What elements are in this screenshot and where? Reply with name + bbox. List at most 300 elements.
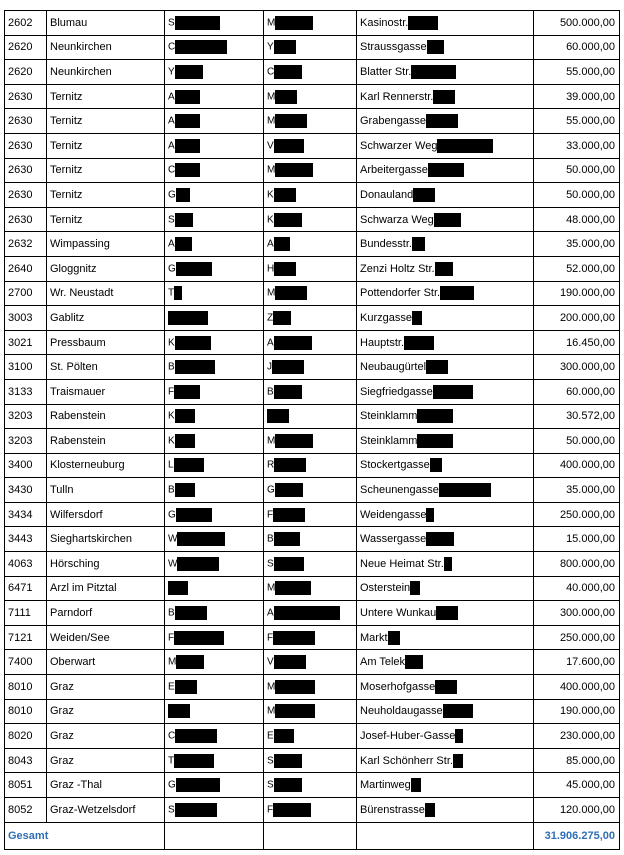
redaction-bar bbox=[434, 213, 461, 227]
redaction-bar bbox=[274, 139, 304, 153]
surname-cell-initial: T bbox=[168, 287, 175, 299]
redaction-bar bbox=[408, 16, 438, 30]
firstname-cell-initial: F bbox=[267, 632, 274, 644]
surname-cell bbox=[165, 601, 264, 626]
city-cell-text: Gloggnitz bbox=[50, 262, 97, 275]
city-cell bbox=[47, 675, 165, 700]
amount-cell bbox=[534, 379, 620, 404]
firstname-cell-initial: S bbox=[267, 755, 274, 767]
surname-cell bbox=[165, 379, 264, 404]
redaction-bar bbox=[175, 360, 215, 374]
redaction-bar bbox=[175, 729, 217, 743]
redaction-bar bbox=[443, 704, 473, 718]
redaction-bar bbox=[426, 114, 458, 128]
redaction-bar bbox=[404, 336, 434, 350]
redaction-bar bbox=[275, 581, 311, 595]
surname-cell-initial: A bbox=[168, 115, 175, 127]
surname-cell-initial: K bbox=[168, 410, 175, 422]
postal-code-cell bbox=[5, 11, 47, 36]
surname-cell bbox=[165, 256, 264, 281]
firstname-cell bbox=[264, 158, 357, 183]
redaction-bar bbox=[175, 139, 200, 153]
city-cell bbox=[47, 109, 165, 134]
postal-code-cell-text: 2632 bbox=[8, 238, 33, 251]
postal-code-cell-text: 8020 bbox=[8, 730, 33, 743]
surname-cell-initial: E bbox=[168, 681, 175, 693]
firstname-cell bbox=[264, 379, 357, 404]
surname-cell bbox=[165, 650, 264, 675]
amount-cell bbox=[534, 35, 620, 60]
redaction-bar bbox=[177, 532, 225, 546]
firstname-cell bbox=[264, 133, 357, 158]
street-cell-text: Arbeitergasse bbox=[360, 164, 428, 177]
surname-cell-initial: A bbox=[168, 238, 175, 250]
firstname-cell bbox=[264, 281, 357, 306]
postal-code-cell-text: 7111 bbox=[8, 607, 31, 620]
surname-cell bbox=[165, 429, 264, 454]
street-cell-text: Straussgasse bbox=[360, 41, 427, 54]
redaction-bar bbox=[274, 532, 300, 546]
street-cell-text: Moserhofgasse bbox=[360, 680, 436, 693]
table-row bbox=[5, 453, 620, 478]
redaction-bar bbox=[433, 385, 473, 399]
postal-code-cell-text: 2630 bbox=[8, 164, 33, 177]
redaction-bar bbox=[175, 90, 200, 104]
surname-cell-initial: B bbox=[168, 361, 175, 373]
postal-code-cell bbox=[5, 133, 47, 158]
surname-cell-initial: W bbox=[168, 533, 178, 545]
amount-cell bbox=[534, 84, 620, 109]
amount-cell-text: 40.000,00 bbox=[566, 582, 615, 595]
city-cell-text: Klosterneuburg bbox=[50, 459, 125, 472]
amount-cell bbox=[534, 675, 620, 700]
redaction-bar bbox=[267, 409, 289, 423]
amount-cell bbox=[534, 502, 620, 527]
amount-cell bbox=[534, 158, 620, 183]
table-row bbox=[5, 650, 620, 675]
city-cell bbox=[47, 773, 165, 798]
redaction-bar bbox=[176, 188, 190, 202]
street-cell bbox=[357, 675, 534, 700]
postal-code-cell bbox=[5, 724, 47, 749]
surname-cell-initial: C bbox=[168, 41, 176, 53]
city-cell bbox=[47, 748, 165, 773]
redaction-bar bbox=[439, 483, 491, 497]
amount-cell bbox=[534, 650, 620, 675]
table-row bbox=[5, 330, 620, 355]
surname-cell-initial: G bbox=[168, 779, 176, 791]
street-cell bbox=[357, 453, 534, 478]
redaction-bar bbox=[455, 729, 463, 743]
redaction-bar bbox=[427, 40, 444, 54]
amount-cell-text: 17.600,00 bbox=[566, 656, 615, 669]
city-cell bbox=[47, 478, 165, 503]
street-cell-text: Wassergasse bbox=[360, 533, 427, 546]
surname-cell bbox=[165, 576, 264, 601]
surname-cell-initial: B bbox=[168, 607, 175, 619]
surname-cell bbox=[165, 35, 264, 60]
city-cell-text: Tulln bbox=[50, 484, 74, 497]
redaction-bar bbox=[175, 16, 220, 30]
amount-cell bbox=[534, 478, 620, 503]
firstname-cell bbox=[264, 453, 357, 478]
street-cell-text: Karl Schönherr Str. bbox=[360, 754, 453, 767]
postal-code-cell bbox=[5, 84, 47, 109]
amount-cell bbox=[534, 330, 620, 355]
amount-cell bbox=[534, 527, 620, 552]
redaction-bar bbox=[274, 778, 302, 792]
city-cell bbox=[47, 232, 165, 257]
city-cell-text: Ternitz bbox=[50, 164, 83, 177]
amount-cell-text: 250.000,00 bbox=[559, 508, 615, 521]
street-cell bbox=[357, 330, 534, 355]
redaction-bar bbox=[275, 163, 313, 177]
surname-cell-initial: C bbox=[168, 730, 176, 742]
total-label: Gesamt bbox=[5, 822, 165, 849]
redaction-bar bbox=[168, 581, 188, 595]
postal-code-cell-text: 3434 bbox=[8, 508, 33, 521]
street-cell-text: Kasinostr. bbox=[360, 16, 409, 29]
redaction-bar bbox=[176, 508, 212, 522]
city-cell bbox=[47, 625, 165, 650]
surname-cell bbox=[165, 207, 264, 232]
postal-code-cell bbox=[5, 379, 47, 404]
amount-cell-text: 190.000,00 bbox=[559, 287, 615, 300]
street-cell-text: Martinweg bbox=[360, 779, 411, 792]
redaction-bar bbox=[430, 458, 442, 472]
firstname-cell bbox=[264, 207, 357, 232]
postal-code-cell-text: 2620 bbox=[8, 65, 33, 78]
postal-code-cell-text: 2630 bbox=[8, 139, 33, 152]
city-cell-text: Gablitz bbox=[50, 311, 85, 324]
street-cell bbox=[357, 429, 534, 454]
firstname-cell-initial: A bbox=[267, 337, 274, 349]
postal-code-cell bbox=[5, 330, 47, 355]
redaction-bar bbox=[174, 631, 224, 645]
table-row bbox=[5, 798, 620, 823]
postal-code-cell bbox=[5, 576, 47, 601]
postal-code-cell bbox=[5, 306, 47, 331]
firstname-cell-initial: Y bbox=[267, 41, 274, 53]
surname-cell-initial: B bbox=[168, 484, 175, 496]
postal-code-cell-text: 3100 bbox=[8, 361, 33, 374]
redaction-bar bbox=[175, 336, 211, 350]
city-cell bbox=[47, 207, 165, 232]
city-cell bbox=[47, 650, 165, 675]
surname-cell-initial: K bbox=[168, 337, 175, 349]
redaction-bar bbox=[274, 385, 302, 399]
city-cell bbox=[47, 281, 165, 306]
city-cell bbox=[47, 35, 165, 60]
redaction-bar bbox=[274, 336, 312, 350]
street-cell bbox=[357, 601, 534, 626]
redaction-bar bbox=[274, 40, 296, 54]
city-cell-text: Weiden/See bbox=[50, 631, 110, 644]
street-cell-text: Osterstein bbox=[360, 582, 411, 595]
table-row bbox=[5, 773, 620, 798]
postal-code-cell bbox=[5, 109, 47, 134]
firstname-cell-initial: E bbox=[267, 730, 274, 742]
firstname-cell-initial: M bbox=[267, 435, 276, 447]
amount-cell-text: 120.000,00 bbox=[559, 803, 615, 816]
street-cell bbox=[357, 183, 534, 208]
city-cell bbox=[47, 133, 165, 158]
redaction-bar bbox=[435, 680, 457, 694]
surname-cell bbox=[165, 158, 264, 183]
redaction-bar bbox=[453, 754, 463, 768]
redaction-bar bbox=[275, 680, 315, 694]
surname-cell bbox=[165, 355, 264, 380]
table-row bbox=[5, 158, 620, 183]
table-row bbox=[5, 429, 620, 454]
surname-cell bbox=[165, 60, 264, 85]
table-row bbox=[5, 84, 620, 109]
table-row bbox=[5, 502, 620, 527]
city-cell bbox=[47, 527, 165, 552]
postal-code-cell-text: 3400 bbox=[8, 459, 33, 472]
redaction-bar bbox=[412, 237, 425, 251]
postal-code-cell bbox=[5, 429, 47, 454]
postal-code-cell bbox=[5, 773, 47, 798]
total-amount: 31.906.275,00 bbox=[534, 822, 620, 849]
surname-cell bbox=[165, 478, 264, 503]
table-row bbox=[5, 207, 620, 232]
amount-cell-text: 85.000,00 bbox=[566, 754, 615, 767]
firstname-cell-initial: J bbox=[267, 361, 272, 373]
street-cell bbox=[357, 133, 534, 158]
firstname-cell bbox=[264, 773, 357, 798]
city-cell bbox=[47, 453, 165, 478]
city-cell-text: Graz bbox=[50, 730, 74, 743]
street-cell bbox=[357, 306, 534, 331]
city-cell bbox=[47, 330, 165, 355]
redaction-bar bbox=[426, 360, 448, 374]
postal-code-cell-text: 8051 bbox=[8, 779, 33, 792]
table-row bbox=[5, 478, 620, 503]
amount-cell bbox=[534, 355, 620, 380]
amount-cell-text: 400.000,00 bbox=[559, 459, 615, 472]
postal-code-cell bbox=[5, 650, 47, 675]
amount-cell bbox=[534, 724, 620, 749]
street-cell-text: Am Telek bbox=[360, 656, 406, 669]
amount-cell bbox=[534, 552, 620, 577]
amount-cell-text: 400.000,00 bbox=[559, 680, 615, 693]
firstname-cell bbox=[264, 404, 357, 429]
table-row bbox=[5, 552, 620, 577]
amount-cell-text: 52.000,00 bbox=[566, 262, 615, 275]
amount-cell-text: 15.000,00 bbox=[566, 533, 615, 546]
firstname-cell-initial: B bbox=[267, 533, 274, 545]
table-row bbox=[5, 625, 620, 650]
table-row bbox=[5, 576, 620, 601]
city-cell-text: Sieghartskirchen bbox=[50, 533, 132, 546]
firstname-cell bbox=[264, 306, 357, 331]
city-cell-text: Traismauer bbox=[50, 385, 106, 398]
street-cell-text: Grabengasse bbox=[360, 115, 427, 128]
total-empty-cell bbox=[165, 822, 264, 849]
redaction-bar bbox=[426, 508, 434, 522]
postal-code-cell-text: 2640 bbox=[8, 262, 33, 275]
postal-code-cell-text: 2630 bbox=[8, 213, 33, 226]
redaction-bar bbox=[273, 311, 291, 325]
city-cell-text: Graz bbox=[50, 680, 74, 693]
redaction-bar bbox=[433, 90, 455, 104]
surname-cell-initial: C bbox=[168, 164, 176, 176]
table-row bbox=[5, 306, 620, 331]
amount-cell bbox=[534, 773, 620, 798]
redaction-bar bbox=[176, 778, 220, 792]
postal-code-cell bbox=[5, 158, 47, 183]
redaction-bar bbox=[273, 508, 305, 522]
surname-cell bbox=[165, 502, 264, 527]
surname-cell bbox=[165, 675, 264, 700]
city-cell-text: Ternitz bbox=[50, 90, 83, 103]
postal-code-cell-text: 2620 bbox=[8, 41, 33, 54]
amount-cell-text: 230.000,00 bbox=[559, 730, 615, 743]
postal-code-cell-text: 2602 bbox=[8, 16, 33, 29]
total-row bbox=[5, 822, 620, 849]
firstname-cell-initial: V bbox=[267, 140, 274, 152]
surname-cell-initial: K bbox=[168, 435, 175, 447]
street-cell-text: Neubaugürtel bbox=[360, 361, 427, 374]
city-cell bbox=[47, 306, 165, 331]
firstname-cell-initial: M bbox=[267, 115, 276, 127]
firstname-cell-initial: R bbox=[267, 459, 275, 471]
firstname-cell bbox=[264, 552, 357, 577]
firstname-cell bbox=[264, 699, 357, 724]
postal-code-cell-text: 3203 bbox=[8, 410, 33, 423]
street-cell-text: Zenzi Holtz Str. bbox=[360, 262, 435, 275]
city-cell bbox=[47, 724, 165, 749]
redaction-bar bbox=[275, 114, 307, 128]
table-row bbox=[5, 601, 620, 626]
surname-cell-initial: G bbox=[168, 189, 176, 201]
firstname-cell-initial: M bbox=[267, 164, 276, 176]
postal-code-cell bbox=[5, 675, 47, 700]
redaction-bar bbox=[174, 385, 200, 399]
city-cell-text: Parndorf bbox=[50, 607, 93, 620]
redaction-bar bbox=[274, 606, 340, 620]
total-empty-cell bbox=[357, 822, 534, 849]
street-cell bbox=[357, 256, 534, 281]
city-cell bbox=[47, 576, 165, 601]
postal-code-cell bbox=[5, 798, 47, 823]
postal-code-cell bbox=[5, 527, 47, 552]
street-cell-text: Scheunengasse bbox=[360, 483, 439, 496]
city-cell-text: Ternitz bbox=[50, 115, 83, 128]
amount-cell-text: 39.000,00 bbox=[566, 90, 615, 103]
table-row bbox=[5, 232, 620, 257]
amount-cell bbox=[534, 11, 620, 36]
redaction-bar bbox=[175, 40, 227, 54]
street-cell bbox=[357, 35, 534, 60]
postal-code-cell bbox=[5, 478, 47, 503]
city-cell-text: Ternitz bbox=[50, 213, 83, 226]
redaction-bar bbox=[274, 188, 296, 202]
city-cell-text: Graz-Wetzelsdorf bbox=[50, 803, 136, 816]
amount-cell-text: 50.000,00 bbox=[566, 434, 615, 447]
street-cell-text: Untere Wunkau bbox=[360, 606, 437, 619]
street-cell-text: Schwarzer Weg bbox=[360, 139, 438, 152]
street-cell-text: Hauptstr. bbox=[360, 336, 405, 349]
city-cell-text: Neunkirchen bbox=[50, 65, 112, 78]
postal-code-cell bbox=[5, 183, 47, 208]
street-cell-text: Kurzgasse bbox=[360, 311, 412, 324]
city-cell-text: Wr. Neustadt bbox=[50, 287, 114, 300]
firstname-cell bbox=[264, 798, 357, 823]
surname-cell-initial: A bbox=[168, 140, 175, 152]
street-cell bbox=[357, 798, 534, 823]
firstname-cell bbox=[264, 429, 357, 454]
amount-cell-text: 300.000,00 bbox=[559, 361, 615, 374]
firstname-cell bbox=[264, 478, 357, 503]
table-row bbox=[5, 133, 620, 158]
redaction-bar bbox=[436, 606, 458, 620]
data-table bbox=[4, 10, 620, 850]
firstname-cell-initial: M bbox=[267, 17, 276, 29]
amount-cell bbox=[534, 453, 620, 478]
redaction-bar bbox=[274, 557, 304, 571]
amount-cell bbox=[534, 601, 620, 626]
redaction-bar bbox=[411, 65, 456, 79]
redaction-bar bbox=[175, 409, 195, 423]
surname-cell-initial: L bbox=[168, 459, 174, 471]
amount-cell bbox=[534, 109, 620, 134]
surname-cell-initial: S bbox=[168, 17, 175, 29]
city-cell-text: Ternitz bbox=[50, 188, 83, 201]
amount-cell-text: 55.000,00 bbox=[566, 65, 615, 78]
surname-cell bbox=[165, 11, 264, 36]
firstname-cell bbox=[264, 650, 357, 675]
table-row bbox=[5, 11, 620, 36]
amount-cell bbox=[534, 60, 620, 85]
street-cell-text: Neuholdaugasse bbox=[360, 705, 443, 718]
redaction-bar bbox=[417, 434, 453, 448]
postal-code-cell bbox=[5, 404, 47, 429]
city-cell bbox=[47, 256, 165, 281]
amount-cell bbox=[534, 576, 620, 601]
surname-cell bbox=[165, 84, 264, 109]
street-cell bbox=[357, 158, 534, 183]
surname-cell bbox=[165, 404, 264, 429]
table-body bbox=[5, 11, 620, 823]
city-cell-text: Arzl im Pitztal bbox=[50, 582, 117, 595]
city-cell bbox=[47, 60, 165, 85]
postal-code-cell bbox=[5, 453, 47, 478]
street-cell bbox=[357, 355, 534, 380]
redaction-bar bbox=[176, 262, 212, 276]
city-cell bbox=[47, 502, 165, 527]
table-row bbox=[5, 404, 620, 429]
firstname-cell-initial: K bbox=[267, 214, 274, 226]
redaction-bar bbox=[275, 286, 307, 300]
city-cell-text: Blumau bbox=[50, 16, 88, 29]
street-cell-text: Donauland bbox=[360, 188, 414, 201]
postal-code-cell bbox=[5, 748, 47, 773]
firstname-cell-initial: H bbox=[267, 263, 275, 275]
redaction-bar bbox=[437, 139, 493, 153]
surname-cell-initial: F bbox=[168, 632, 175, 644]
table-row bbox=[5, 748, 620, 773]
redaction-bar bbox=[274, 65, 302, 79]
firstname-cell bbox=[264, 601, 357, 626]
firstname-cell-initial: Z bbox=[267, 312, 274, 324]
street-cell-text: Weidengasse bbox=[360, 508, 427, 521]
firstname-cell-initial: C bbox=[267, 66, 275, 78]
surname-cell-initial: F bbox=[168, 386, 175, 398]
redaction-bar bbox=[274, 655, 306, 669]
city-cell-text: Wilfersdorf bbox=[50, 508, 103, 521]
